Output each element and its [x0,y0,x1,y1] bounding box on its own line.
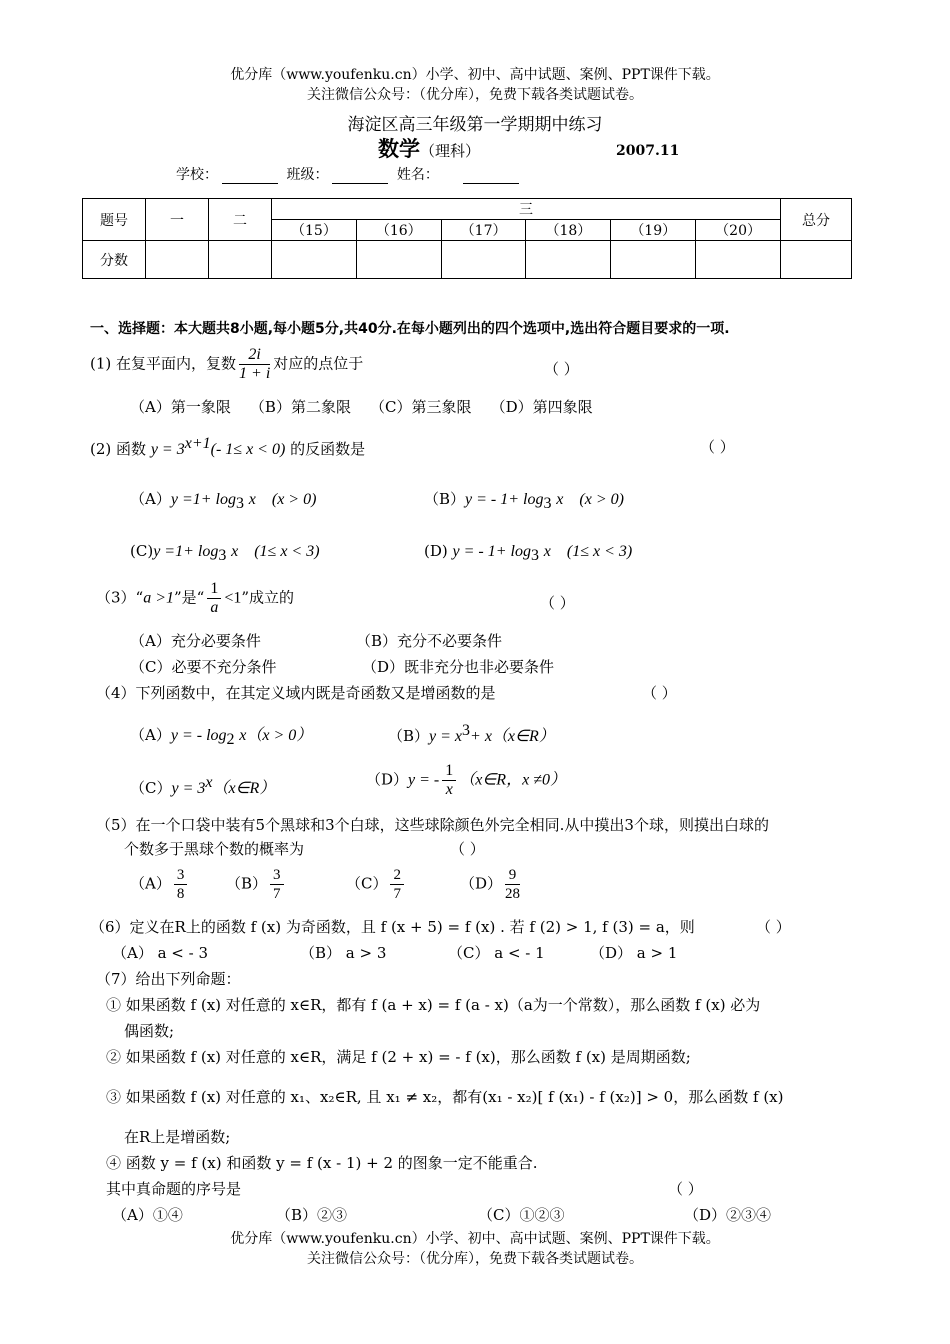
score-cell[interactable] [356,241,441,279]
q6-option-b[interactable]: （B） a > 3 [300,944,387,962]
question-1 [90,346,363,383]
q2-a-expr: y =1+ log [170,491,236,508]
q1-fraction [239,346,270,383]
q5-option-a[interactable] [130,866,190,903]
q2-a-base: 3 [235,495,244,512]
q4-d-expr: y = - [408,771,440,789]
q7-proposition-1: ① 如果函数 f (x) 对任意的 x∈R，都有 f (a + x) = f (a - x)（a为一个常数），那么函数 f (x) 必为 [106,996,761,1014]
q2-domain: (- 1≤ x < 0) [210,441,286,458]
q2-a-label: （A） [130,490,171,508]
q6-answer-blank[interactable]: （ ） [756,918,791,936]
q2-b-label: （B） [424,490,466,508]
q5-b-fraction [270,866,284,903]
subject-line [378,133,480,163]
q7-option-b[interactable]: （B）②③ [276,1206,348,1224]
q4-b-label: （B） [388,727,430,745]
school-label: 学校： [176,167,218,183]
q7-ask: 其中真命题的序号是 [106,1180,242,1198]
q2-a-tail: x (x > 0) [248,491,317,508]
q5-a-num: 3 [174,866,188,885]
score-cell[interactable] [209,241,272,279]
score-cell[interactable] [272,241,357,279]
q3-num: 1 [207,580,221,599]
q3-option-c[interactable]: （C）必要不充分条件 [130,658,277,676]
q4-a-base: 2 [226,731,235,748]
q4-option-c[interactable] [130,774,275,798]
q2-suffix: 的反函数是 [290,440,366,458]
q3-suffix: ”成立的 [241,588,295,607]
subject: 数学 [378,136,420,161]
exam-date: 2007.11 [616,143,680,159]
col-total: 总分 [781,199,852,241]
q4-d-fraction [442,762,456,799]
q4-b-expr: y = x [429,728,463,745]
question-4: （4）下列函数中，在其定义域内既是奇函数又是增函数的是 [96,684,496,702]
student-info [176,164,523,184]
q5-a-den: 8 [176,886,185,902]
q2-d-expr: y = - 1+ log [452,543,531,560]
q2-func: y = 3 [150,441,185,458]
q5-c-den: 7 [393,886,401,902]
sub-col-18: （18） [526,220,611,241]
q3-answer-blank[interactable]: （ ） [540,594,575,612]
q1-option-a[interactable]: （A）第一象限 [130,398,231,416]
score-cell[interactable] [696,241,781,279]
row-label-score: 分数 [83,241,146,279]
q4-d-den: x [445,781,453,798]
q7-proposition-4: ④ 函数 y = f (x) 和函数 y = f (x - 1) + 2 的图象一定不能重合. [106,1154,538,1172]
q2-b-expr: y = - 1+ log [465,491,544,508]
q1-prefix: (1) 在复平面内，复数 [90,354,237,373]
q1-answer-blank[interactable]: （ ） [544,360,579,378]
class-blank [332,169,388,184]
question-6: （6）定义在R上的函数 f (x) 为奇函数，且 f (x + 5) = f (x) . 若 f (2) > 1, f (3) = a，则 [90,918,695,936]
q5-c-num: 2 [390,866,404,885]
header-line-1: 优分库（www.youfenku.cn）小学、初中、高中试题、案例、PPT课件下载。 [230,67,720,83]
q5-a-label: （A） [130,874,171,893]
question-5-line-1: （5）在一个口袋中装有5个黑球和3个白球，这些球除颜色外完全相同.从中摸出3个球，则摸出白球的 [96,816,769,834]
q2-answer-blank[interactable]: （ ） [700,438,735,456]
q2-option-a[interactable] [130,486,316,513]
score-cell[interactable] [441,241,526,279]
q1-den: 1 + i [239,365,271,382]
sub-col-16: （16） [356,220,441,241]
q4-option-a[interactable] [130,722,312,749]
score-cell[interactable] [781,241,852,279]
sub-col-19: （19） [611,220,696,241]
q2-d-base: 3 [530,547,539,564]
q2-b-tail: x (x > 0) [556,491,624,508]
q2-prefix: (2) 函数 [90,440,147,458]
question-3 [96,580,294,617]
sub-col-20: （20） [696,220,781,241]
name-blank [463,169,519,184]
q4-d-num: 1 [442,762,456,781]
q3-den: a [210,599,219,616]
q3-option-a[interactable]: （A）充分必要条件 [130,632,261,650]
score-table [82,198,852,279]
sub-col-17: （17） [441,220,526,241]
q4-a-expr: y = - log [170,727,227,744]
exam-title: 海淀区高三年级第一学期期中练习 [347,115,603,135]
q5-b-num: 3 [270,866,284,885]
q5-option-c[interactable] [346,866,407,903]
q4-a-tail: x（x > 0） [239,727,313,744]
q2-option-b[interactable] [424,486,624,513]
score-cell[interactable] [526,241,611,279]
q7-answer-blank[interactable]: （ ） [668,1180,703,1198]
q2-option-c[interactable] [130,538,320,565]
q5-d-fraction [505,866,520,903]
school-blank [222,169,278,184]
score-cell[interactable] [611,241,696,279]
q4-c-label: （C） [130,779,172,797]
q7-option-a[interactable]: （A）①④ [112,1206,183,1224]
q4-b-tail: + x（x∈R） [470,728,555,745]
q4-b-exp: 3 [462,722,471,739]
q6-option-d[interactable]: （D） a > 1 [590,944,678,962]
q1-options [130,396,593,417]
q6-option-a[interactable]: （A） a < - 3 [112,944,209,962]
q5-c-label: （C） [346,874,388,893]
q2-option-d[interactable] [424,538,632,565]
q2-c-base: 3 [218,547,227,564]
q4-option-d[interactable] [366,762,566,799]
q5-b-label: （B） [226,874,268,893]
q1-suffix: 对应的点位于 [273,354,364,373]
q5-option-d[interactable] [460,866,523,903]
q5-option-b[interactable] [226,866,287,903]
q7-proposition-2: ② 如果函数 f (x) 对任意的 x∈R，满足 f (2 + x) = - f (x)，那么函数 f (x) 是周期函数; [106,1048,691,1066]
q3-fraction [207,580,221,617]
q2-d-label: (D) [424,542,448,560]
q4-answer-blank[interactable]: （ ） [642,684,677,702]
q2-c-expr: y =1+ log [153,543,219,560]
question-7: （7）给出下列命题： [96,970,241,988]
subject-note: （理科） [420,142,481,160]
q4-option-b[interactable] [388,722,555,746]
q2-c-label: (C) [130,542,154,560]
sub-col-15: （15） [272,220,357,241]
q2-exp: x+1 [184,435,211,452]
q1-option-d[interactable]: （D）第四象限 [490,398,593,416]
q1-num: 2i [239,346,270,365]
q6-option-c[interactable]: （C） a < - 1 [448,944,545,962]
class-label: 班级： [286,167,329,183]
q2-b-base: 3 [543,495,552,512]
q3-a-gt: a >1 [143,589,175,607]
q4-d-tail: （x∈R，x ≠0） [459,771,566,789]
q3-lt: <1 [224,589,242,607]
q7-proposition-3-cont: 在R上是增函数; [124,1128,231,1146]
question-5-line-2: 个数多于黑球个数的概率为 [124,840,305,858]
q1-option-b[interactable]: （B）第二象限 [249,398,351,416]
q2-d-tail: x (1≤ x < 3) [543,543,633,560]
row-label-number: 题号 [83,199,146,241]
col-two: 二 [209,199,272,241]
section-heading: 一、选择题：本大题共8小题,每小题5分,共40分.在每小题列出的四个选项中,选出符合题目要求的一项. [90,321,730,337]
q5-d-den: 28 [505,886,521,902]
score-cell[interactable] [146,241,209,279]
q4-c-expr: y = 3 [171,780,206,797]
q3-option-b[interactable]: （B）充分不必要条件 [356,632,503,650]
q5-answer-blank[interactable]: （ ） [450,840,485,858]
q5-d-num: 9 [505,866,520,885]
col-one: 一 [146,199,209,241]
col-three: 三 [272,199,781,220]
q4-d-label: （D） [366,770,409,789]
q7-proposition-3: ③ 如果函数 f (x) 对任意的 x₁、x₂∈R, 且 x₁ ≠ x₂，都有(x₁ - x₂)[ f (x₁) - f (x₂)] > 0，那么函数 f (x) [106,1088,784,1106]
name-label: 姓名： [396,167,439,183]
footer-line-2: 关注微信公众号：（优分库），免费下载各类试题试卷。 [307,1251,643,1267]
q5-d-label: （D） [460,874,503,893]
q7-option-c[interactable]: （C）①②③ [478,1206,565,1224]
q5-b-den: 7 [273,886,281,902]
q4-c-exp: x [205,774,213,791]
header-line-2: 关注微信公众号：（优分库），免费下载各类试题试卷。 [307,87,643,103]
q1-option-c[interactable]: （C）第三象限 [370,398,472,416]
q3-option-d[interactable]: （D）既非充分也非必要条件 [362,658,555,676]
q4-c-tail: （x∈R） [212,780,276,797]
q3-prefix: （3）“ [96,588,144,607]
q7-option-d[interactable]: （D）②③④ [684,1206,772,1224]
q4-a-label: （A） [130,726,171,744]
q5-a-fraction [174,866,188,903]
q7-proposition-1-cont: 偶函数; [124,1022,175,1040]
question-2 [90,435,365,459]
footer-line-1: 优分库（www.youfenku.cn）小学、初中、高中试题、案例、PPT课件下载。 [230,1231,720,1247]
q5-c-fraction [390,866,404,903]
q2-c-tail: x (1≤ x < 3) [231,543,320,560]
q3-mid: ”是“ [174,588,205,607]
